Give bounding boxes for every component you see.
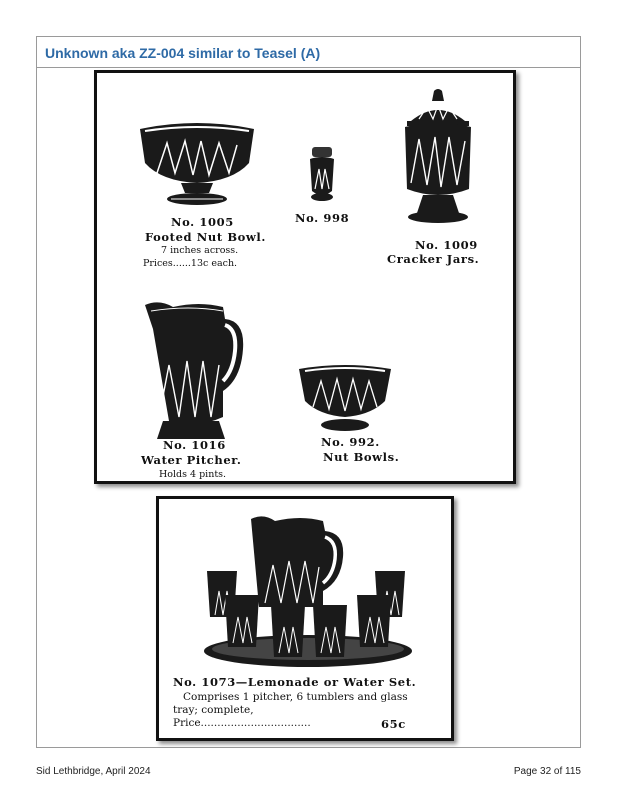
footer-author-date: Sid Lethbridge, April 2024 (36, 766, 151, 777)
page-title: Unknown aka ZZ-004 similar to Teasel (A) (45, 45, 321, 61)
pitcher-number: No. 1016 (163, 438, 226, 452)
nut-bowl-illustration (297, 363, 393, 437)
shaker-number: No. 998 (295, 211, 350, 225)
water-pitcher-illustration (139, 299, 249, 449)
catalog-scan-lower (156, 496, 454, 741)
lemonade-set-line1: Comprises 1 pitcher, 6 tumblers and glass (183, 691, 408, 703)
pitcher-detail: Holds 4 pints. (159, 469, 227, 480)
nut-bowl-detail: 7 inches across. (161, 245, 239, 256)
catalog-scan-upper (94, 70, 516, 484)
small-bowl-name: Nut Bowls. (323, 450, 400, 464)
pitcher-name: Water Pitcher. (141, 453, 242, 467)
cracker-jar-name: Cracker Jars. (387, 252, 480, 266)
cracker-jar-illustration (397, 89, 479, 229)
nut-bowl-price: Prices......13c each. (143, 258, 238, 269)
lemonade-set-illustration (201, 511, 415, 669)
lemonade-set-price-label: Price................................. (173, 717, 311, 729)
lemonade-set-heading: No. 1073—Lemonade or Water Set. (173, 675, 417, 689)
lemonade-set-price-value: 65c (381, 717, 406, 731)
shaker-illustration (305, 145, 339, 205)
nut-bowl-number: No. 1005 (171, 215, 234, 229)
footed-nut-bowl-illustration (137, 121, 257, 211)
nut-bowl-name: Footed Nut Bowl. (145, 230, 267, 244)
title-bar (37, 37, 580, 68)
footer-page-number: Page 32 of 115 (513, 766, 581, 777)
cracker-jar-number: No. 1009 (415, 238, 478, 252)
lemonade-set-line2: tray; complete, (173, 704, 254, 716)
small-bowl-number: No. 992. (321, 435, 380, 449)
